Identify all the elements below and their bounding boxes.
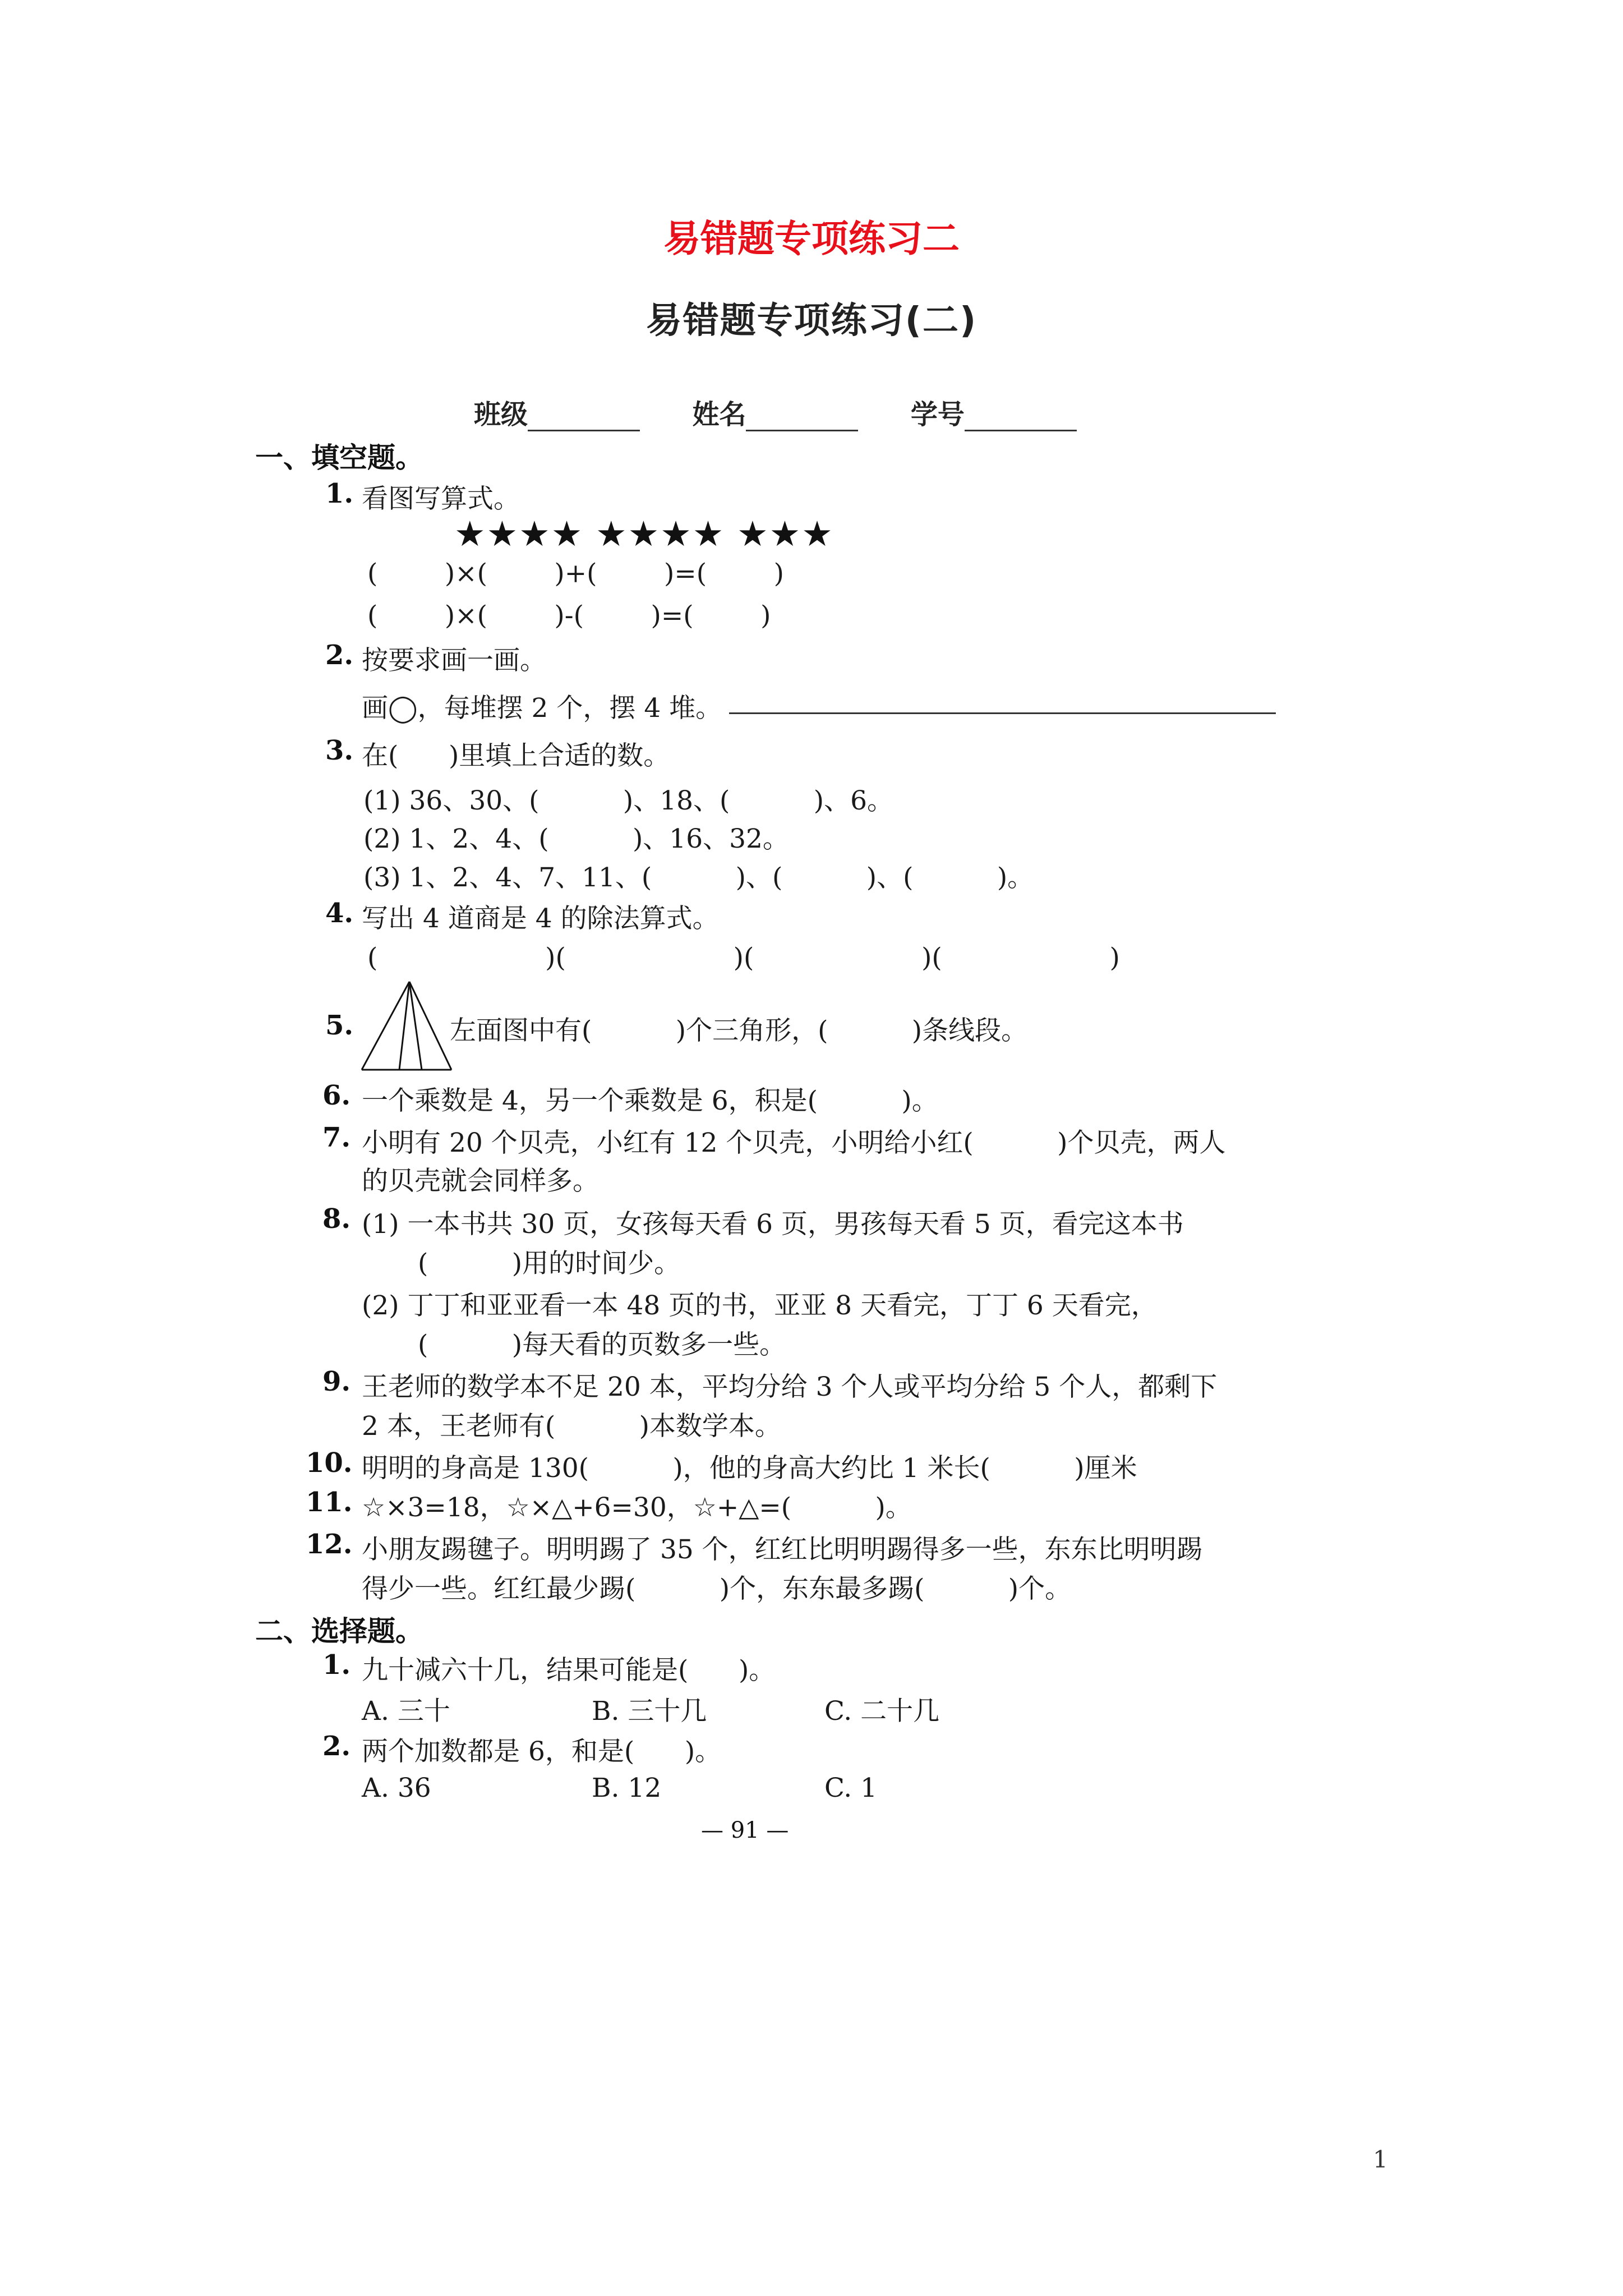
q1-stars: ★★★★ ★★★★ ★★★ <box>454 513 834 554</box>
q5-number: 5. <box>325 1010 354 1041</box>
q8-line4: ( )每天看的页数多一些。 <box>418 1329 786 1360</box>
q12-line1: 小朋友踢毽子。明明踢了 35 个，红红比明明踢得多一些，东东比明明踢 <box>362 1534 1203 1565</box>
q8-number: 8. <box>322 1203 351 1235</box>
q5-text: 左面图中有( )个三角形，( )条线段。 <box>450 1015 1028 1046</box>
worksheet-title: 易错题专项练习(二) <box>645 300 978 342</box>
q3-line2: (2) 1、2、4、( )、16、32。 <box>363 823 789 854</box>
student-info-row <box>474 393 1077 431</box>
q7-line2: 的贝壳就会同样多。 <box>362 1166 599 1197</box>
q8-line2: ( )用的时间少。 <box>418 1248 681 1279</box>
class-field[interactable] <box>528 405 640 431</box>
section-fill-heading: 一、填空题。 <box>255 441 423 474</box>
q9-line2: 2 本，王老师有( )本数学本。 <box>362 1411 781 1442</box>
q10-text: 明明的身高是 130( )，他的身高大约比 1 米长( )厘米 <box>362 1453 1137 1484</box>
q11-text: ☆×3=18，☆×△+6=30，☆+△=( )。 <box>362 1492 912 1523</box>
q3-text: 在( )里填上合适的数。 <box>362 740 670 771</box>
c2-text: 两个加数都是 6，和是( )。 <box>362 1736 722 1767</box>
q10-number: 10. <box>306 1447 353 1479</box>
c2-option-a[interactable]: A. 36 <box>362 1773 431 1803</box>
page-number: 1 <box>1373 2146 1388 2173</box>
q2-number: 2. <box>325 639 354 671</box>
c1-text: 九十减六十几，结果可能是( )。 <box>362 1655 776 1686</box>
q1-line2: ( )×( )-( )=( ) <box>367 600 771 631</box>
q2-answer-line[interactable] <box>729 712 1276 714</box>
scan-page-number: — 91 — <box>701 1818 789 1843</box>
id-label: 学号 <box>910 399 965 430</box>
q3-line1: (1) 36、30、( )、18、( )、6。 <box>363 785 893 816</box>
q1-number: 1. <box>325 478 354 509</box>
c2-option-c[interactable]: C. 1 <box>824 1773 878 1803</box>
triangle-figure <box>359 979 460 1074</box>
q11-number: 11. <box>306 1487 353 1518</box>
q4-text: 写出 4 道商是 4 的除法算式。 <box>362 903 719 934</box>
page-red-title: 易错题专项练习二 <box>663 217 960 260</box>
q4-number: 4. <box>325 898 354 929</box>
c1-option-b[interactable]: B. 三十几 <box>592 1696 707 1727</box>
q12-number: 12. <box>306 1529 353 1560</box>
c2-option-b[interactable]: B. 12 <box>592 1773 662 1803</box>
q7-number: 7. <box>322 1122 351 1153</box>
c1-option-a[interactable]: A. 三十 <box>362 1696 450 1727</box>
c2-number: 2. <box>322 1731 351 1762</box>
c1-number: 1. <box>322 1649 351 1681</box>
q9-number: 9. <box>322 1366 351 1397</box>
q8-line3: (2) 丁丁和亚亚看一本 48 页的书，亚亚 8 天看完，丁丁 6 天看完， <box>362 1290 1158 1321</box>
name-field[interactable] <box>746 405 858 431</box>
q2-instruction: 画◯，每堆摆 2 个，摆 4 堆。 <box>362 693 722 724</box>
q6-text: 一个乘数是 4，另一个乘数是 6，积是( )。 <box>362 1085 938 1116</box>
id-field[interactable] <box>965 405 1077 431</box>
q8-line1: (1) 一本书共 30 页，女孩每天看 6 页，男孩每天看 5 页，看完这本书 <box>362 1209 1184 1240</box>
q1-line1: ( )×( )+( )=( ) <box>367 558 784 589</box>
q6-number: 6. <box>322 1080 351 1111</box>
name-label: 姓名 <box>692 399 746 430</box>
q3-line3: (3) 1、2、4、7、11、( )、( )、( )。 <box>363 862 1034 893</box>
q1-text: 看图写算式。 <box>362 484 520 514</box>
q2-text: 按要求画一画。 <box>362 645 546 676</box>
section-choice-heading: 二、选择题。 <box>255 1615 423 1648</box>
q9-line1: 王老师的数学本不足 20 本，平均分给 3 个人或平均分给 5 个人，都剩下 <box>362 1372 1218 1402</box>
class-label: 班级 <box>474 399 528 430</box>
c1-option-c[interactable]: C. 二十几 <box>824 1696 940 1727</box>
q3-number: 3. <box>325 735 354 766</box>
q7-line1: 小明有 20 个贝壳，小红有 12 个贝壳，小明给小红( )个贝壳，两人 <box>362 1128 1226 1158</box>
q12-line2: 得少一些。红红最少踢( )个，东东最多踢( )个。 <box>362 1573 1072 1604</box>
q4-line: ( )( )( )( ) <box>367 942 1120 973</box>
